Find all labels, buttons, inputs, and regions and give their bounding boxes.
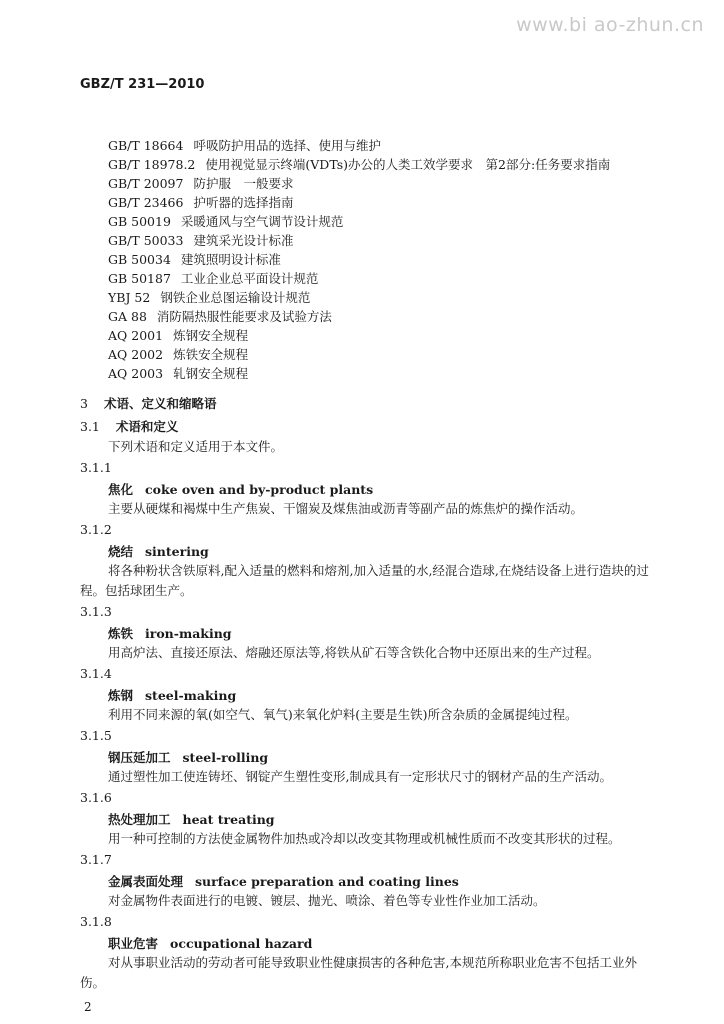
term-number: 3.1.2: [80, 522, 112, 537]
term-definition: 用高炉法、直接还原法、熔融还原法等,将铁从矿石等含铁化合物中还原出来的生产过程。: [108, 645, 600, 660]
reference-item: GB/T 23466 护听器的选择指南: [108, 195, 294, 210]
term-heading: 金属表面处理 surface preparation and coating lines: [108, 874, 459, 889]
term-heading: 热处理加工 heat treating: [108, 812, 275, 827]
reference-item: GB 50187 工业企业总平面设计规范: [108, 271, 319, 286]
term-definition: 对从事职业活动的劳动者可能导致职业性健康损害的各种危害,本规范所称职业危害不包括工业外伤。: [80, 955, 637, 990]
reference-item: GB/T 50033 建筑采光设计标准: [108, 233, 294, 248]
reference-item: AQ 2003 轧钢安全规程: [108, 366, 249, 381]
term-definition: 用一种可控制的方法使金属物件加热或冷却以改变其物理或机械性质而不改变其形状的过程。: [108, 831, 621, 846]
section-3-1-intro: 下列术语和定义适用于本文件。: [108, 439, 284, 454]
term-definition: 主要从硬煤和褐煤中生产焦炭、干馏炭及煤焦油或沥青等副产品的炼焦炉的操作活动。: [108, 501, 584, 516]
term-definition: 对金属物件表面进行的电镀、镀层、抛光、喷涂、着色等专业性作业加工活动。: [108, 893, 546, 908]
term-number: 3.1.8: [80, 914, 112, 929]
term-number: 3.1.7: [80, 852, 112, 867]
term-number: 3.1.4: [80, 666, 112, 681]
reference-item: GB/T 18978.2 使用视觉显示终端(VDTs)办公的人类工效学要求 第2部分:任务要求指南: [108, 157, 611, 172]
term-definition: 利用不同来源的氧(如空气、氧气)来氧化炉料(主要是生铁)所含杂质的金属提纯过程。: [108, 707, 578, 722]
reference-item: GA 88 消防隔热服性能要求及试验方法: [108, 309, 332, 324]
term-number: 3.1.6: [80, 790, 112, 805]
term-heading: 烧结 sintering: [108, 544, 209, 559]
reference-item: GB 50034 建筑照明设计标准: [108, 252, 281, 267]
term-heading: 焦化 coke oven and by-product plants: [108, 482, 374, 497]
section-3-1-heading: 3.1 术语和定义: [80, 419, 179, 434]
watermark: www.bi ao-zhun.cn: [516, 14, 704, 36]
term-definition: 通过塑性加工使连铸坯、钢锭产生塑性变形,制成具有一定形状尺寸的钢材产品的生产活动。: [108, 769, 612, 784]
term-heading: 炼钢 steel-making: [108, 688, 237, 703]
page-number: 2: [84, 1000, 92, 1014]
term-number: 3.1.1: [80, 460, 112, 475]
term-heading: 职业危害 occupational hazard: [108, 936, 313, 951]
reference-item: AQ 2002 炼铁安全规程: [108, 347, 249, 362]
term-heading: 钢压延加工 steel-rolling: [108, 750, 269, 765]
reference-item: AQ 2001 炼钢安全规程: [108, 328, 249, 343]
section-3-heading: 3 术语、定义和缩略语: [80, 396, 217, 411]
term-number: 3.1.3: [80, 604, 112, 619]
reference-item: GB/T 20097 防护服 一般要求: [108, 176, 294, 191]
standard-code: GBZ/T 231—2010: [80, 77, 205, 92]
reference-item: GB 50019 采暖通风与空气调节设计规范: [108, 214, 344, 229]
reference-item: GB/T 18664 呼吸防护用品的选择、使用与维护: [108, 138, 381, 153]
reference-item: YBJ 52 钢铁企业总图运输设计规范: [108, 290, 311, 305]
term-heading: 炼铁 iron-making: [108, 626, 232, 641]
term-number: 3.1.5: [80, 728, 112, 743]
term-definition: 将各种粉状含铁原料,配入适量的燃料和熔剂,加入适量的水,经混合造球,在烧结设备上进行造块的过程。包括球团生产。: [80, 563, 649, 598]
